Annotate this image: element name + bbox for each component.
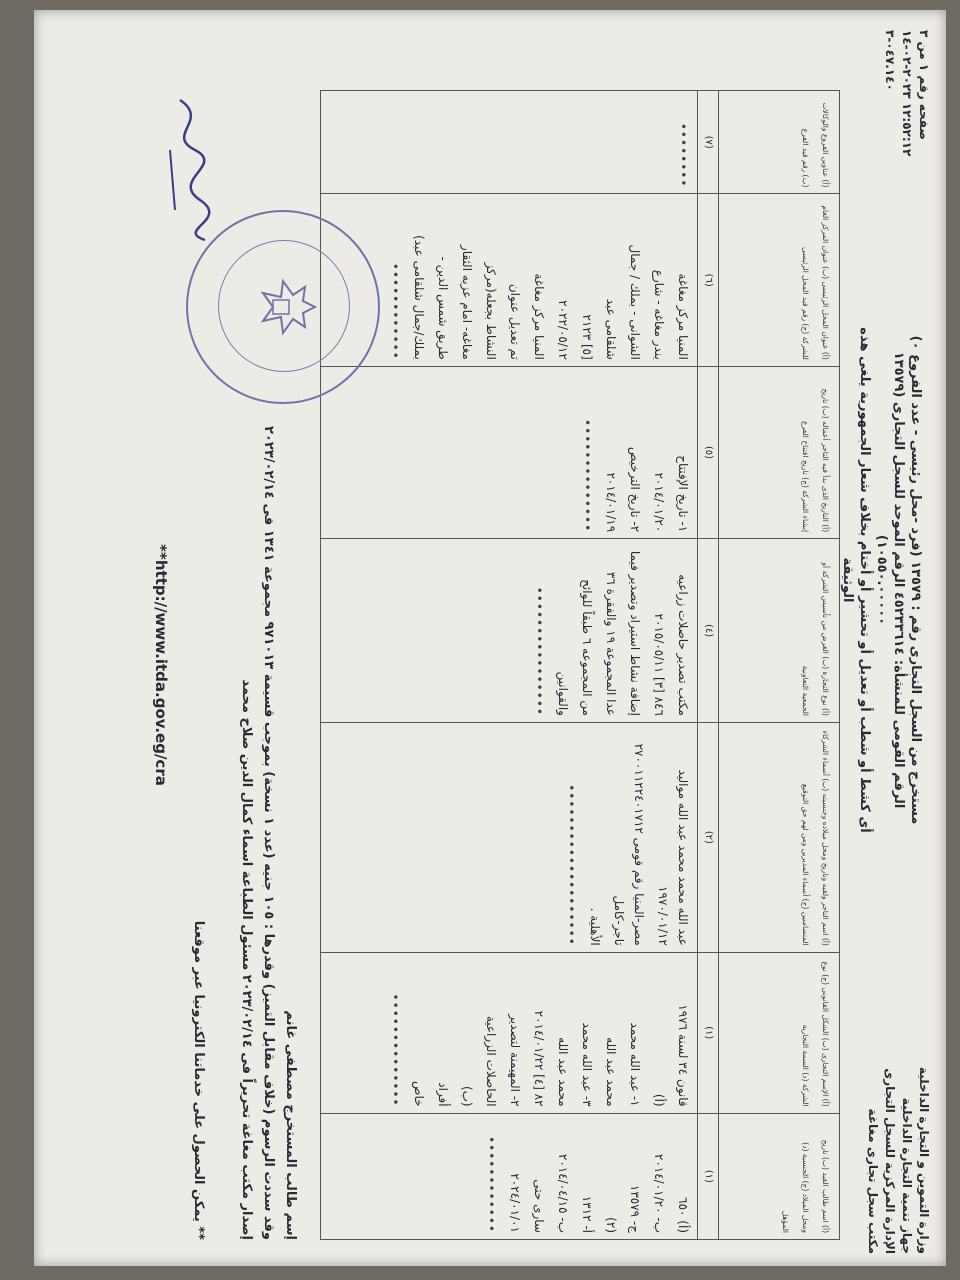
dotted-filler: •••••••••••••••••••• bbox=[564, 784, 578, 946]
cell-line: أفراد bbox=[436, 1082, 450, 1107]
address-cell bbox=[321, 194, 698, 366]
cell-line: ٢٠٢٤/٠١/٠١ bbox=[508, 1173, 522, 1233]
cell-line: عدا المجموعة ١٩ والفقرة ٣٦ bbox=[604, 571, 618, 716]
column-header: (أ) نوع التجارة (ب) الغرض من تأسيس الشركة أو الجمعية التعاونية bbox=[719, 539, 840, 723]
cell-line: بندر مغاغه - شارع bbox=[652, 269, 666, 360]
cell-line: تم تعديل عنوان bbox=[508, 283, 522, 360]
dotted-filler: •••••••••••••• bbox=[580, 419, 594, 533]
cell-line: عبد الله محمد محمد عبد الله مواليد ١٩٧٠/٠١/١٢ bbox=[656, 769, 690, 946]
cell-line: ٨٤٦ [٣] ٢٠١٥/٠٥/١١ bbox=[652, 613, 666, 716]
cell-line: والقوانين bbox=[556, 671, 570, 716]
cell-line: الأهلية . bbox=[588, 907, 602, 946]
owner-cell bbox=[321, 722, 698, 952]
dotted-filler: •••••••••••••• bbox=[388, 993, 402, 1107]
cell-line: ٨٢ [٤] ٢٠١٤/٠١/٢٢ bbox=[532, 1010, 546, 1107]
cell-line: المنيا مركز مغاغة bbox=[676, 273, 690, 360]
ministry-line: الإدارة المركزية للسجل التجارى bbox=[883, 1068, 897, 1254]
column-number: (١) bbox=[698, 1113, 719, 1239]
handwritten-signature bbox=[160, 90, 220, 250]
dotted-filler: •••••••••••••••• bbox=[532, 586, 546, 716]
cell-line: إضافة نشاط استيراد وتصدير فيما bbox=[628, 550, 642, 716]
requester-name: إسم طالب المستخرج مصطفى غانم bbox=[283, 1010, 298, 1240]
reference-code: ٠٤٧.١٤٠-٣ bbox=[883, 30, 897, 91]
cell-line: ٢- المهيمنة لتصدير bbox=[508, 1014, 522, 1107]
fees-statement: وقد سددت الرسوم (خلاف مقابل التميز) وقدرها : ١٠٥ جنيه (عدد ١ نسخة) بموجب قسيمة ٩٧١٠١٣ مجموعة ١٣٤١ فى ٢٠٢٣/٠٢/١٤ bbox=[261, 426, 276, 1240]
cell-line: الحاصلات الزراعية bbox=[484, 1015, 498, 1107]
trade-type-cell bbox=[321, 539, 698, 723]
register-table bbox=[320, 90, 840, 1240]
column-header: (أ) الإسم التجارى (ب) الشكل القانونى (ج) نوع الشركة (د) السمة التجارية bbox=[719, 952, 840, 1113]
cell-line: ب- ٢٠١٤/٠١/٢٠ bbox=[652, 1153, 666, 1233]
column-number: (٥) bbox=[698, 366, 719, 538]
ministry-line: جهاز تنمية التجارة الداخلية bbox=[900, 1097, 914, 1254]
title-line: أى كشط أو شطب أو تعديل أو تحشير أو أختام بخلاف شعار الجمهورية يلغى هذه الوثيقة bbox=[840, 327, 872, 833]
cell-line: ٢٠١٤/٠١/١٩ bbox=[604, 472, 618, 533]
title-line: الرقم القومى للمنشأة: ٤٥٢٣٣٦١٤ الرقم الموحد للسجل التجارى (١٣٥٧٩ ١٠٥٥٠.٠٠٠٠٠) bbox=[874, 351, 906, 809]
cell-line: (ب) bbox=[460, 1085, 474, 1107]
dotted-filler: •••••••••••• bbox=[388, 262, 402, 360]
cell-line: الشوانى - بملك / جمال bbox=[628, 244, 642, 360]
cell-line: سارى حتى bbox=[532, 1179, 546, 1233]
page-info bbox=[881, 30, 932, 156]
cell-line: ج- ١٣٥٧٩ bbox=[628, 1184, 642, 1233]
cell-line: طريق شمس الدين - bbox=[436, 256, 450, 360]
cell-line: شلقامى عبد bbox=[604, 298, 618, 360]
dates-cell bbox=[321, 366, 698, 538]
column-header: (أ) عناوين الفروع والوكالات (ب) رقم قيد الفرع bbox=[719, 91, 840, 194]
ministry-line: مكتب سجل تجارى مغاغة bbox=[866, 1108, 880, 1254]
cell-line: قانون ٣٤ لسنة ١٩٧٦ bbox=[676, 1004, 690, 1107]
page-number: صفحه رقم ١ من ٣ bbox=[917, 30, 931, 140]
title-line: مستخرج من السجل التجارى رقم : ١٣٥٧٩ (فرد -محل رئيسى - عدد الفروع ٠) bbox=[908, 335, 923, 825]
cell-line: ٣- عبد الله محمد bbox=[580, 1022, 594, 1107]
column-header: (أ) اسم التاجر ولقبه وتاريخ ومحل ميلاده وجنسيته (ب) أسماء الشركاء المتضامنين (ج) أسماء المديرين ومن لهم حق التوقيع bbox=[719, 722, 840, 952]
online-services-note: ** يمكن الحصول على خدماتنا الكترونيا عبر موقعنا bbox=[191, 920, 206, 1240]
cell-line: خاص bbox=[412, 1081, 426, 1107]
cell-line: مصر-المنيا رقم قومى ٢٧٠٠١١٢٢٤٠١٧١٢ تاجر-كامل bbox=[612, 743, 646, 946]
cell-line: مكتب تصدير حاصلات زراعيه bbox=[676, 574, 690, 716]
print-timestamp: ١٢:٥٢:١٢ ٢٠٢٣-٠٢-١٤ bbox=[900, 30, 914, 157]
cell-line: (أ) bbox=[652, 1093, 666, 1107]
cell-line: ب- ٢٠١٤/٠٤/١٥ bbox=[556, 1153, 570, 1233]
column-number: (٧) bbox=[698, 91, 719, 194]
column-number: (٤) bbox=[698, 539, 719, 723]
cell-line: من المجموعه ٦ طبقاً للوائح bbox=[580, 579, 594, 716]
website-link[interactable]: **http://www.itda.gov.eg/cra bbox=[152, 544, 170, 786]
dotted-filler: •••••••••••• bbox=[484, 1136, 498, 1233]
issuance-statement: إصدار مكتب مغاغة تحريراً فى ٢٠٢٣/٠٢/١٤ مسئول الطباعة اسماء كمال الدين صلاح محمد bbox=[239, 679, 254, 1240]
document-title bbox=[839, 320, 924, 840]
cell-line: ٢٠١٤/٠١/٢٠ bbox=[652, 472, 666, 533]
cell-line: مغاغه- امام عزبه الثقار bbox=[460, 244, 474, 360]
cell-line: ٢٠٢٢/٠٥/١٢ bbox=[556, 300, 570, 360]
branches-cell bbox=[321, 91, 698, 194]
dotted-filler: •••••••• bbox=[676, 122, 690, 188]
cell-line: (أ) ٦٥٠ bbox=[676, 1197, 690, 1233]
trade-name-cell bbox=[321, 952, 698, 1113]
cell-line: ٢- تاريخ الترخيص bbox=[628, 446, 642, 533]
cell-line: بملك/جمال شلقامى عبد) bbox=[412, 235, 426, 360]
cell-line: المنيا مركز مغاغة bbox=[532, 273, 546, 360]
eagle-emblem-icon bbox=[243, 267, 323, 347]
ministry-line: وزارة التموين و التجارة الداخلية bbox=[917, 1066, 931, 1254]
column-header: (أ) اسم طالب القيد (ب) تاريخ ومحل الميلاد (ج) الجنسية (د) المؤهل bbox=[719, 1113, 840, 1239]
cell-line: ١- تاريخ الإفتتاح bbox=[676, 455, 690, 533]
cell-line: محمد عبد الله bbox=[604, 1037, 618, 1107]
column-header: (أ) عنوان المحل الرئيسى (ب) عنوان المركز العام للشركة (ج) رقم قيد المحل الرئيسى bbox=[719, 194, 840, 366]
cell-line: ١- عبد الله محمد bbox=[628, 1022, 642, 1107]
column-number: (٢) bbox=[698, 722, 719, 952]
cell-line: (٢) bbox=[604, 1217, 618, 1233]
rotated-document bbox=[40, 20, 940, 1260]
cell-line: أ- ١٣١٢ bbox=[580, 1195, 594, 1233]
column-number: (٦) bbox=[698, 194, 719, 366]
cell-line: النشاط بجعله(مركز bbox=[484, 262, 498, 360]
cell-line: محمد عبد الله bbox=[556, 1037, 570, 1107]
cell-line: [٥] ٢١٢٣ bbox=[580, 314, 594, 360]
registration-cell bbox=[321, 1113, 698, 1239]
column-header: (أ) التاريخ الذى بدأ فيه التاجر أعماله (ب) تاريخ إنشاء الشركة (ج) تاريخ افتتاح الفرع bbox=[719, 366, 840, 538]
column-number: (١) bbox=[698, 952, 719, 1113]
ministry-header bbox=[864, 1067, 932, 1254]
